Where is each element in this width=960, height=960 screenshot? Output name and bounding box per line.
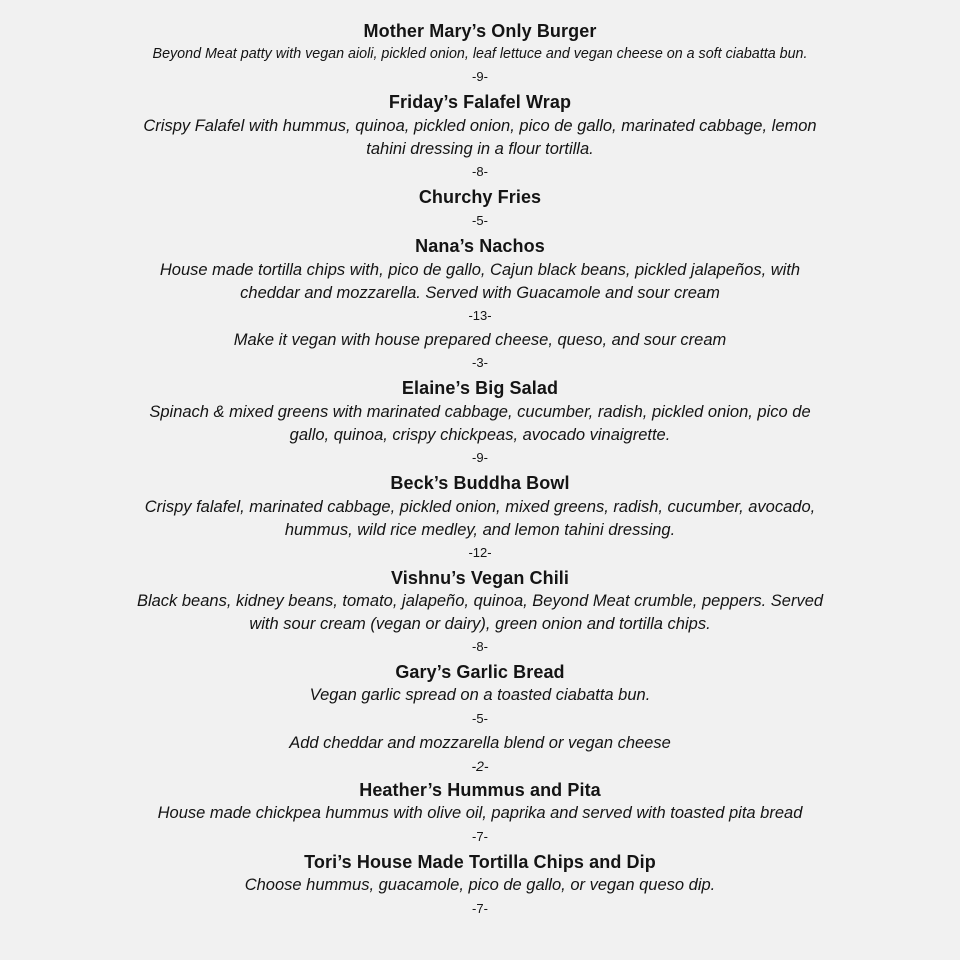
menu-item-addon-price: -3- xyxy=(472,355,488,370)
menu-item-name: Heather’s Hummus and Pita xyxy=(359,780,601,800)
menu-item-description: with sour cream (vegan or dairy), green onion and tortilla chips. xyxy=(249,615,711,633)
menu-item-description: House made chickpea hummus with olive oil, paprika and served with toasted pita bread xyxy=(157,804,803,822)
menu-item-description: Vegan garlic spread on a toasted ciabatta bun. xyxy=(309,686,651,704)
menu-item-price: -9- xyxy=(472,450,488,465)
menu-item-price: -5- xyxy=(472,711,488,726)
menu-item-name: Vishnu’s Vegan Chili xyxy=(390,568,570,588)
menu-item-name: Churchy Fries xyxy=(418,187,542,207)
menu-item-price: -13- xyxy=(468,308,492,323)
menu-item-name: Gary’s Garlic Bread xyxy=(395,662,565,682)
menu-item-price: -8- xyxy=(472,639,488,654)
menu-item-description: gallo, quinoa, crispy chickpeas, avocado vinaigrette. xyxy=(289,426,671,444)
menu-item-name: Beck’s Buddha Bowl xyxy=(390,473,570,493)
menu-item-description: Black beans, kidney beans, tomato, jalapeño, quinoa, Beyond Meat crumble, peppers. Served xyxy=(136,592,824,610)
menu-item-description: Crispy falafel, marinated cabbage, pickled onion, mixed greens, radish, cucumber, avocado, xyxy=(144,498,816,516)
menu-item-addon-price: -2- xyxy=(471,758,489,774)
menu-item-description: tahini dressing in a flour tortilla. xyxy=(366,140,594,158)
menu-item-price: -9- xyxy=(472,69,488,84)
menu-item-price: -5- xyxy=(472,213,488,228)
menu-item-description: hummus, wild rice medley, and lemon tahini dressing. xyxy=(284,521,676,539)
menu-item-description: cheddar and mozzarella. Served with Guacamole and sour cream xyxy=(240,284,720,302)
menu-item-description: Crispy Falafel with hummus, quinoa, pickled onion, pico de gallo, marinated cabbage, lemon xyxy=(143,117,817,135)
menu-item-name: Mother Mary’s Only Burger xyxy=(363,21,597,41)
menu-item-name: Elaine’s Big Salad xyxy=(401,378,559,398)
menu-item-description: Spinach & mixed greens with marinated cabbage, cucumber, radish, pickled onion, pico de xyxy=(149,403,811,421)
menu-item-description: Beyond Meat patty with vegan aioli, pickled onion, leaf lettuce and vegan cheese on a soft ciabatta bun. xyxy=(152,46,808,62)
menu-item-addon: Make it vegan with house prepared cheese, queso, and sour cream xyxy=(233,331,727,349)
menu-item-description: House made tortilla chips with, pico de gallo, Cajun black beans, pickled jalapeños, with xyxy=(159,261,801,279)
menu-item-name: Nana’s Nachos xyxy=(415,236,545,256)
menu-item-price: -7- xyxy=(472,829,488,844)
menu-item-addon: Add cheddar and mozzarella blend or vegan cheese xyxy=(289,734,671,752)
menu-item-price: -8- xyxy=(472,164,488,179)
menu-item-name: Friday’s Falafel Wrap xyxy=(388,92,572,112)
menu-item-description: Choose hummus, guacamole, pico de gallo, or vegan queso dip. xyxy=(244,876,716,894)
menu-item-price: -12- xyxy=(468,545,492,560)
menu-item-price: -7- xyxy=(472,901,488,916)
menu-item-name: Tori’s House Made Tortilla Chips and Dip xyxy=(304,852,656,872)
